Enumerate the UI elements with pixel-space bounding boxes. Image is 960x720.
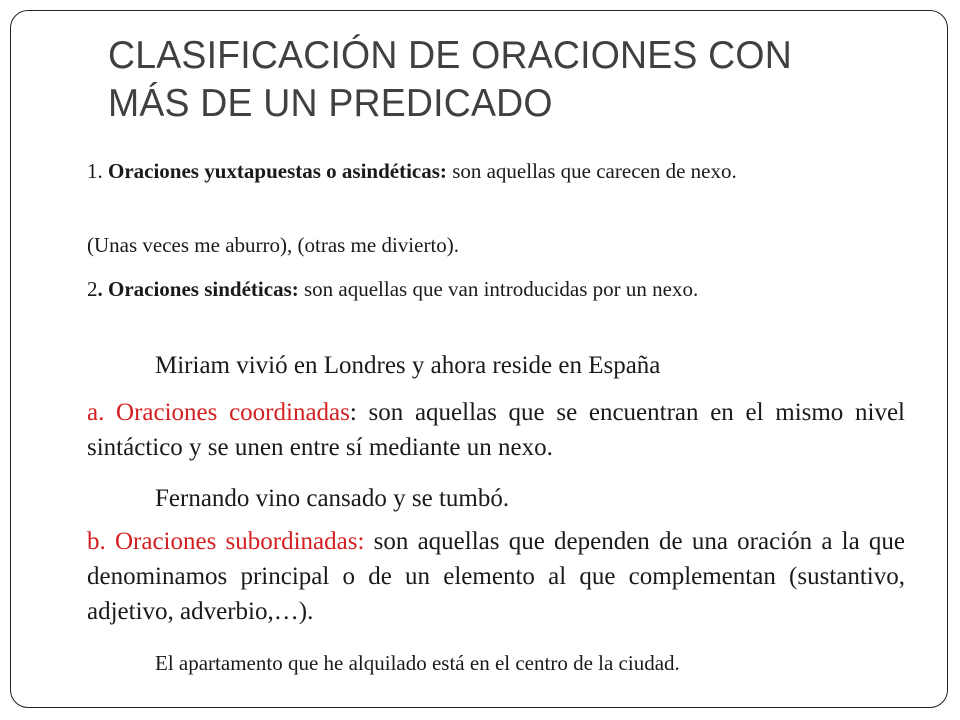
definition-text: son aquellas que dependen de una oración a la que denominamos principal o de un elemento al que complementan (sustantivo, adjetivo, adverbio,…).: [87, 528, 905, 625]
slide-title: CLASIFICACIÓN DE ORACIONES CON MÁS DE UN PREDICADO: [108, 34, 792, 125]
definition-text: : son aquellas que se encuentran en el mismo nivel sintáctico y se unen entre sí mediante un nexo.: [87, 399, 905, 461]
definition-text: son aquellas que carecen de nexo.: [446, 159, 737, 183]
example-sindeticas: Miriam vivió en Londres y ahora reside en España: [155, 352, 661, 379]
term-coordinadas: a. Oraciones coordinadas: [87, 399, 350, 426]
term-subordinadas: b. Oraciones subordinadas:: [87, 528, 365, 555]
example-coordinadas: Fernando vino cansado y se tumbó.: [155, 485, 510, 512]
paragraph-number: 2: [87, 277, 98, 301]
term-yuxtapuestas: Oraciones yuxtapuestas o asindéticas:: [108, 159, 447, 183]
example-yuxtapuestas: (Unas veces me aburro), (otras me divierto).: [87, 233, 460, 257]
example-subordinadas: El apartamento que he alquilado está en el centro de la ciudad.: [155, 651, 680, 675]
definition-text: son aquellas que van introducidas por un nexo.: [298, 277, 699, 301]
paragraph-number: 1.: [87, 159, 108, 183]
term-sindeticas: . Oraciones sindéticas:: [97, 277, 299, 301]
paragraph-subordinadas: [87, 524, 905, 629]
paragraph-yuxtapuestas: [87, 156, 905, 186]
paragraph-sindeticas: [87, 274, 905, 304]
paragraph-coordinadas: [87, 395, 905, 465]
